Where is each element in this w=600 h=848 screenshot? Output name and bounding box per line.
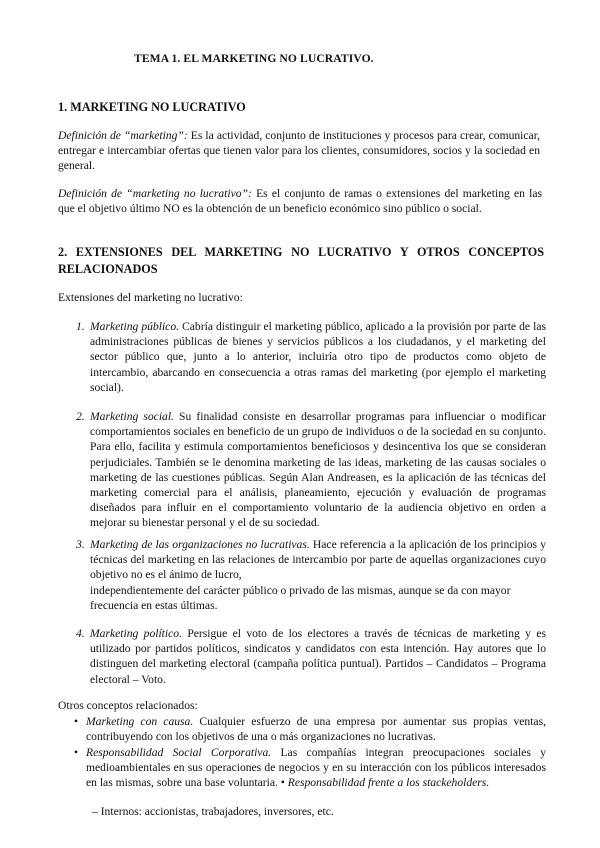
list-item-marketing-organizaciones bbox=[76, 537, 546, 613]
list-item-text-continuation: independientemente del carácter público o privado de las mismas, aunque se da con mayor frecuencia en estas últimas. bbox=[90, 583, 511, 612]
list-item-term: Marketing de las organizaciones no lucrativas. bbox=[90, 538, 310, 551]
bullet-term: Marketing con causa. bbox=[86, 715, 194, 728]
list-item-term: Marketing social. bbox=[90, 410, 174, 423]
bullet-text: Cualquier esfuerzo de una empresa por aumentar sus propias ventas, contribuyendo con los objetivos de una o más organizaciones no lucrativas. bbox=[86, 715, 546, 744]
definition-marketing-no-lucrativo bbox=[58, 186, 542, 216]
bullet-term: Responsabilidad Social Corporativa. bbox=[86, 746, 272, 759]
list-item-text: Persigue el voto de los electores a través de técnicas de marketing y es utilizado por partidos políticos, sindicatos y candidatos con esta intención. Hay autores que lo distinguen del marketing electoral (campaña política puntual). Partidos – Candidatos – Programa electoral – Voto. bbox=[90, 627, 546, 686]
list-item-term: Marketing político. bbox=[90, 627, 182, 640]
document-title: TEMA 1. EL MARKETING NO LUCRATIVO. bbox=[134, 52, 374, 65]
list-item-number: 2. bbox=[76, 410, 85, 423]
sub-item-internos: – Internos: accionistas, trabajadores, inversores, etc. bbox=[92, 805, 334, 818]
list-item-text: Hace referencia a la aplicación de los principios y técnicas del marketing en las relaciones de intercambio por parte de aquellas organizaciones cuyo objetivo no es el ánimo de lucro, bbox=[90, 538, 546, 582]
list-item-marketing-social bbox=[76, 409, 546, 531]
list-item-marketing-politico bbox=[76, 626, 546, 687]
section1-heading: 1. MARKETING NO LUCRATIVO bbox=[58, 100, 246, 114]
definition-nolucrativo-term: Definición de “marketing no lucrativo”: bbox=[58, 187, 252, 200]
bullet-text: Las compañías integran preocupaciones sociales y medioambientales en sus operaciones de negocios y en su interacción con los públicos interesados en las mismas, sobre una base voluntaria. • bbox=[86, 746, 547, 790]
bullet-term-stakeholders: Responsabilidad frente a los stackeholders. bbox=[287, 776, 490, 790]
section2-heading: 2. EXTENSIONES DEL MARKETING NO LUCRATIVO Y OTROS CONCEPTOS RELACIONADOS bbox=[58, 245, 544, 276]
list-item-number: 4. bbox=[76, 627, 85, 640]
bullet-icon: • bbox=[74, 746, 79, 759]
definition-marketing-term: Definición de “marketing”: bbox=[58, 129, 188, 142]
bullet-icon: • bbox=[74, 715, 79, 728]
extensions-intro: Extensiones del marketing no lucrativo: bbox=[58, 291, 243, 304]
list-item-number: 1. bbox=[76, 320, 85, 333]
list-item-number: 3. bbox=[76, 538, 85, 551]
definition-marketing-text: Es la actividad, conjunto de instituciones y procesos para crear, comunicar, entregar e intercambiar ofertas que tienen valor para los clientes, consumidores, socios y la sociedad en general. bbox=[58, 129, 540, 173]
list-item-text: Cabría distinguir el marketing público, aplicado a la provisión por parte de las administraciones públicas de bienes y servicios públicos a los ciudadanos, y el marketing del sector público que, junto a lo anterior, incluiría otro tipo de productos como objeto de intercambio, abarcando en consecuencia a otras ramas del marketing (por ejemplo el marketing social). bbox=[90, 320, 546, 394]
bullet-rsc bbox=[74, 745, 546, 791]
definition-marketing bbox=[58, 128, 540, 174]
definition-nolucrativo-text: Es el conjunto de ramas o extensiones del marketing en las que el objetivo último NO es la obtención de un beneficio económico sino público o social. bbox=[58, 187, 543, 216]
list-item-term: Marketing público. bbox=[90, 320, 180, 333]
others-intro: Otros conceptos relacionados: bbox=[58, 699, 198, 712]
list-item-marketing-publico bbox=[76, 319, 546, 395]
list-item-text: Su finalidad consiste en desarrollar programas para influenciar o modificar comportamientos sociales en beneficio de un grupo de individuos o de la sociedad en su conjunto. Para ello, facilita y estimula comportamientos beneficiosos y desincentiva los que se consideran perjudiciales. También se le denomina marketing de las ideas, marketing de las causas sociales o marketing de las cuestiones públicas. Según Alan Andreasen, es la aplicación de las técnicas del marketing comercial para el análisis, planeamiento, ejecución y evaluación de programas diseñados para influir en el comportamiento voluntario de la audiencia objetivo en orden a mejorar su bienestar personal y el de su sociedad. bbox=[90, 410, 546, 530]
bullet-marketing-con-causa bbox=[74, 714, 546, 744]
